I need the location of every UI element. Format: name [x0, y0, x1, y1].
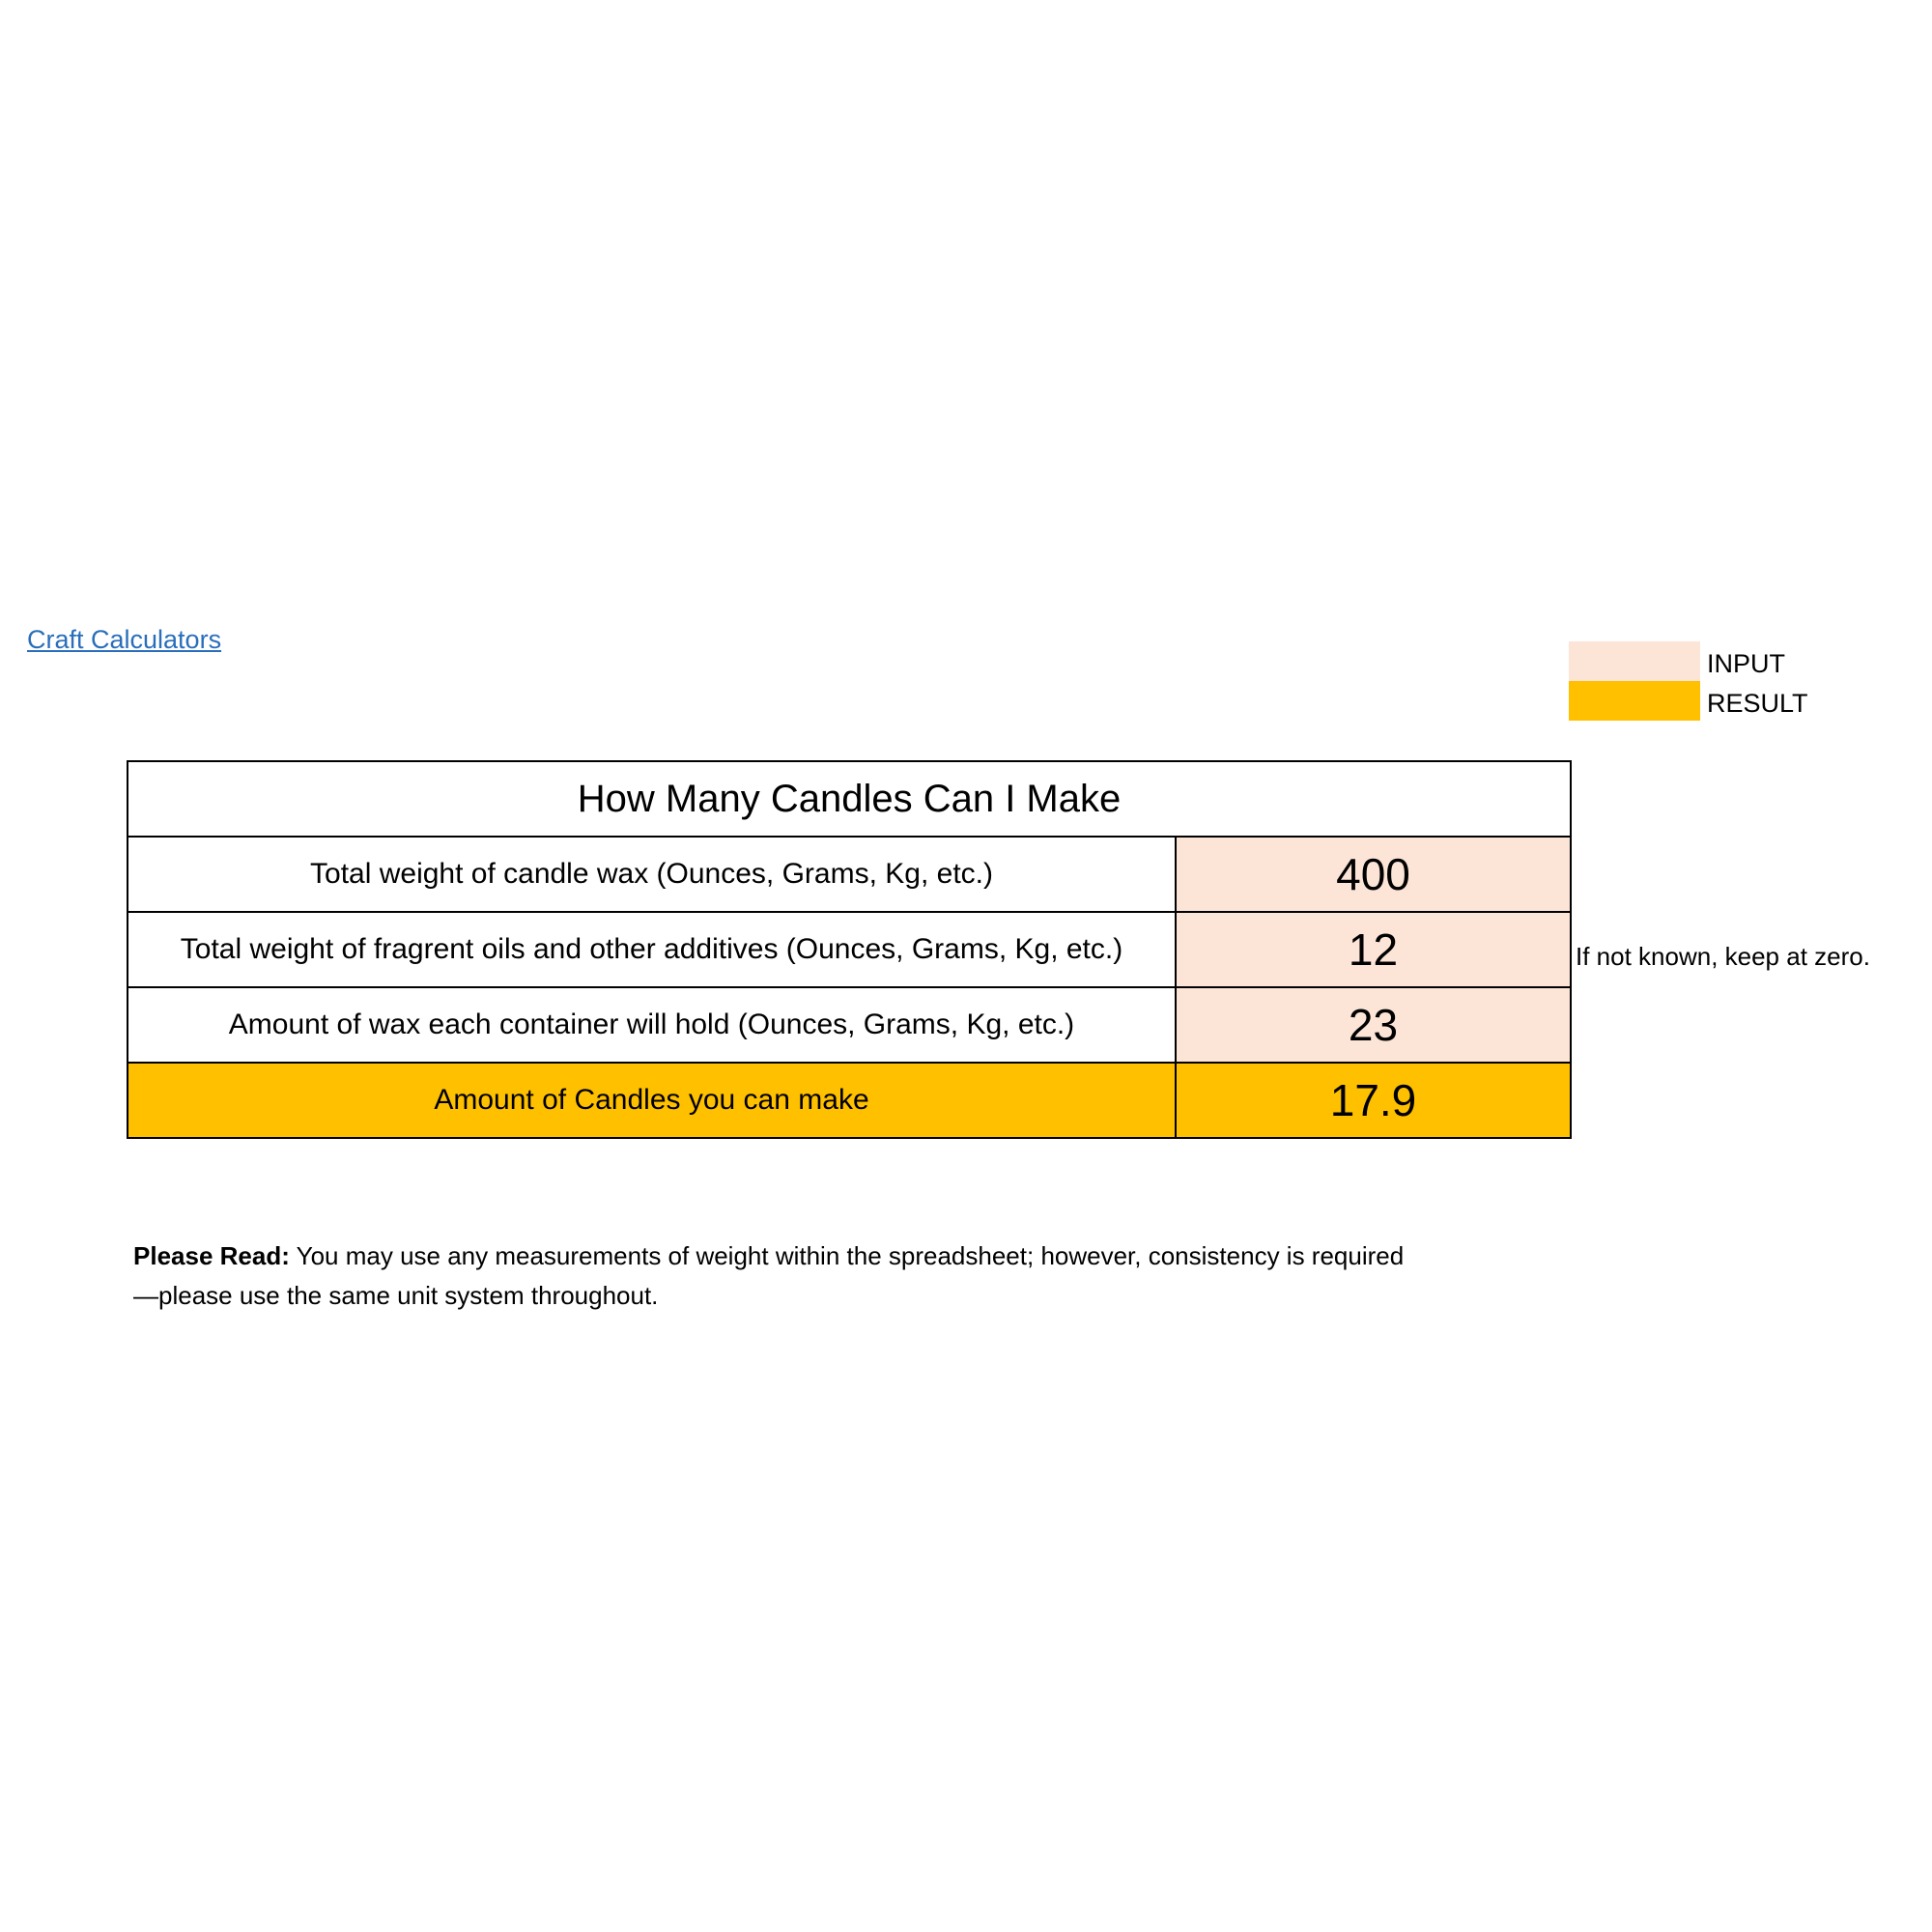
container-capacity-label: Amount of wax each container will hold (Ounces, Grams, Kg, etc.)	[128, 987, 1176, 1063]
legend-result-swatch	[1569, 681, 1700, 721]
result-label: Amount of Candles you can make	[128, 1063, 1176, 1138]
result-value: 17.9	[1176, 1063, 1571, 1138]
please-read-note	[133, 1236, 1428, 1316]
table-row	[128, 987, 1571, 1063]
note-text: You may use any measurements of weight within the spreadsheet; however, consistency is required—please use the same unit system throughout.	[133, 1241, 1405, 1310]
result-row	[128, 1063, 1571, 1138]
additives-weight-input[interactable]: 12	[1176, 912, 1571, 987]
calculator-title-row	[128, 761, 1571, 837]
additives-weight-label: Total weight of fragrent oils and other additives (Ounces, Grams, Kg, etc.)	[128, 912, 1176, 987]
note-bold-prefix: Please Read:	[133, 1241, 290, 1270]
craft-calculators-link[interactable]: Craft Calculators	[27, 625, 222, 654]
legend-input-swatch	[1569, 641, 1700, 681]
additives-side-note: If not known, keep at zero.	[1576, 942, 1870, 971]
legend-result-label: RESULT	[1707, 689, 1808, 718]
table-row	[128, 837, 1571, 912]
candle-calculator-table	[127, 760, 1572, 1139]
legend-input-label: INPUT	[1707, 649, 1785, 678]
wax-weight-label: Total weight of candle wax (Ounces, Grams, Kg, etc.)	[128, 837, 1176, 912]
calculator-title: How Many Candles Can I Make	[128, 761, 1571, 837]
table-row	[128, 912, 1571, 987]
wax-weight-input[interactable]: 400	[1176, 837, 1571, 912]
container-capacity-input[interactable]: 23	[1176, 987, 1571, 1063]
